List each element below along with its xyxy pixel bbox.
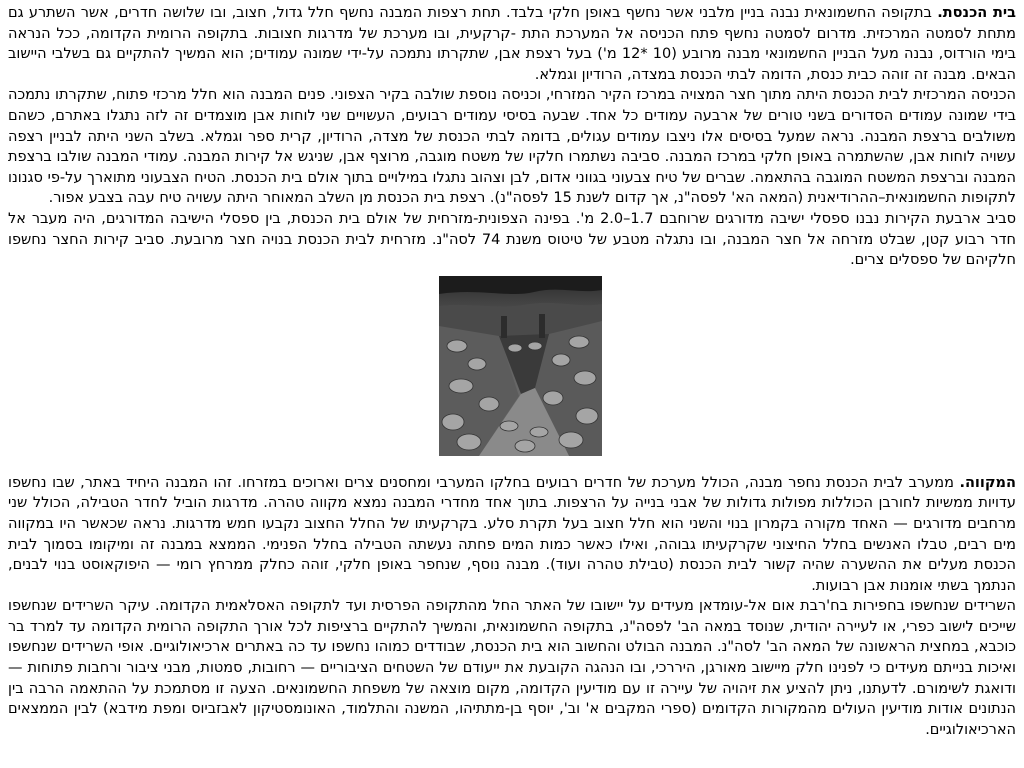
excavation-photo bbox=[439, 276, 602, 456]
synagogue-paragraph-2 bbox=[8, 85, 1016, 209]
figure bbox=[8, 276, 1016, 470]
synagogue-paragraph-3 bbox=[8, 209, 1016, 271]
synagogue-paragraph-1 bbox=[8, 3, 1016, 85]
synagogue-text-3: סביב ארבעת הקירות נבנו ספסלי ישיבה מדורגים שרוחבם 1.7–2.0 מ'. בפינה הצפונית-מזרחית של אולם בית הכנסת, בין ספסלי הישיבה המדורגים, היה מעבר אל חדר רבוע קטן, שבלט מזרחה אל חצר המבנה, ובו נתגלה מטבע של טיטוס משנת 74 לסה"נ. מזרחית לבית הכנסת בנויה חצר מרובעת. סביב קירות החצר נחשפו חלקיהם של ספסלים צרים. bbox=[8, 210, 1016, 269]
mikveh-text-1: ממערב לבית הכנסת נחפר מבנה, הכולל מערכת של חדרים רבועים בחלקו המערבי ומחסנים צרים וארוכים במזרחו. זהו המבנה היחיד באתר, שבו נחשפו עדויות ממשיות לחורבן הכוללות מפולות גדולות של אבני בנייה על הרצפות. בתוך אחד מחדרי המבנה נמצא מקווה טהרה. מדרגות הוביל לחדר הטבילה, הכולל שני מרחבים מדורגים — האחד מקורה בקמרון בנוי והשני הוא חלל חצוב בעל תקרת סלע. בקרקעיתו של החלל החצוב נקבעו חמש מדרגות. נראה שכאשר היו במקווה מים רבים, טבלו האנשים בחלל החיצוני שקרקעיתו גבוהה, ואילו כאשר כמות המים פחתה נעשתה הטבילה בחלל הפנימי. הממצא במבנה זה ומיקומו בסמוך לבית הכנסת מעלים את ההשערה שהיה קשור לבית הכנסת (טבילת טהרה ועוד). מבנה נוסף, שנחפר באופן חלקי, זוהה כחלק ממרחץ רומי — היפוקאוסט בנוי לבנים, הנתמך בשתי אומנות אבן רבועות. bbox=[8, 474, 1016, 594]
article bbox=[8, 3, 1016, 740]
mikveh-paragraph-1 bbox=[8, 473, 1016, 597]
summary-paragraph bbox=[8, 596, 1016, 740]
summary-text: השרידים שנחשפו בחפירות בח'רבת אום אל-עומדאן מעידים על יישובו של האתר החל מהתקופה הפרסית ועד לתקופה האסלאמית הקדומה. עיקר השרידים שנחשפו שייכים לישוב כפרי, או לעיירה יהודית, שנוסד במאה הב' לפסה"נ, בתקופה החשמונאית, והמשיך להתקיים ברציפות לכל אורך התקופה הרומית הקדומה עד למרד בר כוכבא, במחצית הראשונה של המאה הב' לסה"נ. המבנה הבולט והחשוב הוא בית הכנסת, שבודדים כמוהו נחשפו עד כה באתרים ארכיאולוגיים. אופי השרידים שנחשפו ואיכות בנייתם מעידים כי לפנינו חלק מיישוב מאורגן, היררכי, ובו הנהגה הקובעת את ייעודם של השטחים הציבוריים — רחובות, סמטות, מבני ציבור ורחבות פתוחות — ודואגת לשימורם. לדעתנו, ניתן להציע את זיהויה של עיירה זו עם מודיעין הקדומה, מקום מוצאה של משפחת החשמונאים. הצעה זו מסתמכת על ההתאמה הרבה בין הנתונים אודות מודיעין העולים מהמקורות הקדומים (ספרי המקבים א' וב', יוסף בן-מתתיהו, המשנה והתלמוד, האונומסטיקון לאבזביוס ומפת מידבא) לבין הממצאים הארכיאולוגיים. bbox=[8, 598, 1016, 738]
synagogue-text-2: הכניסה המרכזית לבית הכנסת היתה מתוך חצר המצויה במרכז הקיר המזרחי, וכניסה נוספת שולבה בקיר הצפוני. פנים המבנה הוא חלל מרכזי פתוח, שתקרתו נתמכה בידי שמונה עמודים הסדורים בשני טורים של ארבעה עמודים כל אחד. שבעה בסיסי עמודים רבועים, העשויים שני לוחות אבן מוצמדים זה לזה נתגלו באתרם, כשהם משולבים ברצפת המבנה. נראה שמעל בסיסים אלו ניצבו עמודים עגולים, בדומה לבתי הכנסת של מצדה, הרודיון, קרית ספר וגמלא. בשלב השני היתה לבניין רצפה עשויה לוחות אבן, שהשתמרה באופן חלקי במרכז המבנה. סביבה נשתמרו חלקיו של משטח מוגבה, מרוצף אבן, שניגש אל קירות המבנה. עמודי המבנה שולבו ברצפת המבנה וברצפת המשטח המוגבה בהתאמה. שברים של טיח צבעוני בגווני אדום, לבן וצהוב נתגלו במילויים בתוך אולם בית הכנסת. הטיח הצבעוני מתוארך על-פי סגנונו לתקופות החשמונאית–ההרודיאנית (המאה הא' לפסה"נ, אך קדום לשנת 15 לפסה"נ). רצפת בית הכנסת מן השלב המאוחר היתה עשויה טיח עבה בצבע אפור. bbox=[8, 87, 1016, 207]
synagogue-text-1: בתקופה החשמונאית נבנה בניין מלבני אשר נחשף באופן חלקי בלבד. תחת רצפות המבנה נחשף חלל גדול, חצוב, ובו שלושה חדרים, אשר השתרע גם מתחת לסמטה המרכזית. מדרום לסמטה נחשף פתח הכניסה אל המערכת התת -קרקעית, ובו מערכת של מדרגות חצובות. בתקופה הרומית הקדומה, ככל הנראה בימי הורדוס, נבנה מעל הבניין החשמונאי מבנה מרובע (10 *12 מ') בעל רצפת אבן, שתקרתו נתמכה על-ידי שמונה עמודים; הוא המשיך להתקיים גם בשלבי היישוב הבאים. מבנה זה זוהה כבית כנסת, הדומה לבתי הכנסת במצדה, הרודיון וגמלא. bbox=[8, 5, 1017, 83]
synagogue-heading: בית הכנסת. bbox=[937, 5, 1016, 21]
mikveh-heading: המקווה. bbox=[959, 474, 1016, 491]
